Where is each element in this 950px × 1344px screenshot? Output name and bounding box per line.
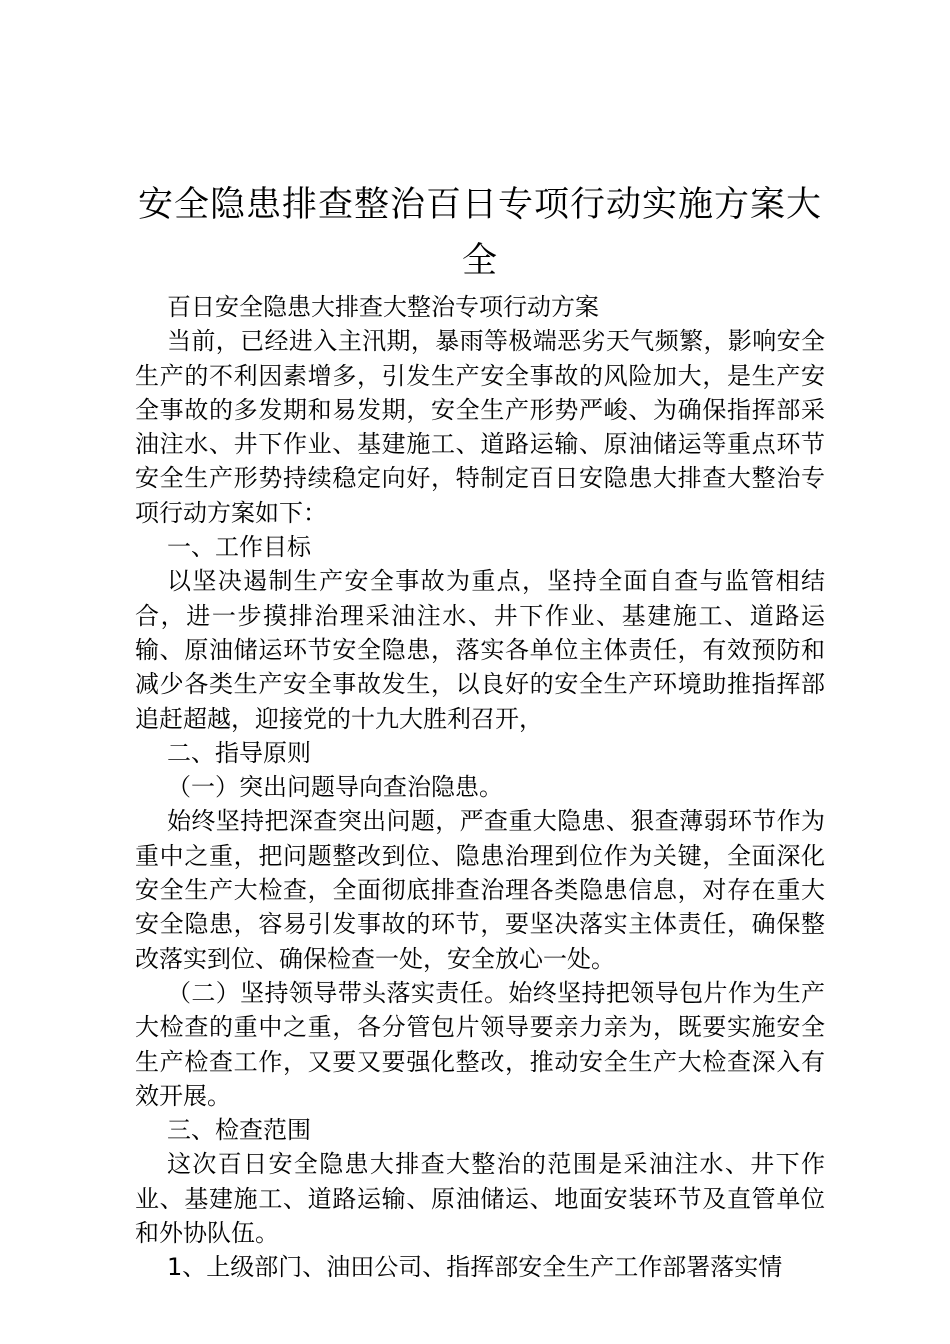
scope-paragraph: 这次百日安全隐患大排查大整治的范围是采油注水、井下作业、基建施工、道路运输、原油储运、地面安装环节及直管单位和外协队伍。 — [135, 1150, 825, 1248]
section-heading-principles: 二、指导原则 — [167, 738, 311, 767]
principle-1-paragraph: 始终坚持把深查突出问题，严查重大隐患、狠查薄弱环节作为重中之重，把问题整改到位、隐患治理到位作为关键，全面深化安全生产大检查，全面彻底排查治理各类隐患信息，对存在重大安全隐患，容易引发事故的环节，要坚决落实主体责任，确保整改落实到位、确保检查一处，安全放心一处。 — [135, 807, 825, 973]
subtitle-paragraph: 百日安全隐患大排查大整治专项行动方案 — [167, 293, 599, 321]
goals-paragraph: 以坚决遏制生产安全事故为重点，坚持全面自查与监管相结合，进一步摸排治理采油注水、井下作业、基建施工、道路运输、原油储运环节安全隐患，落实各单位主体责任，有效预防和减少各类生产安全事故发生，以良好的安全生产环境助推指挥部追赶超越，迎接党的十九大胜利召开， — [135, 567, 825, 733]
document-title: 安全隐患排查整治百日专项行动实施方案大全 — [137, 185, 822, 281]
principle-1-heading: （一）突出问题导向查治隐患。 — [167, 773, 503, 802]
document-body — [135, 290, 825, 1285]
section-heading-goals: 一、工作目标 — [167, 533, 311, 562]
section-heading-scope: 三、检查范围 — [167, 1116, 311, 1145]
scope-item-1: 1、上级部门、油田公司、指挥部安全生产工作部署落实情 — [167, 1253, 783, 1282]
principle-2-paragraph: （二）坚持领导带头落实责任。始终坚持把领导包片作为生产大检查的重中之重，各分管包片领导要亲力亲为，既要实施安全生产检查工作，又要又要强化整改，推动安全生产大检查深入有效开展。 — [135, 978, 825, 1110]
intro-paragraph: 当前，已经进入主汛期，暴雨等极端恶劣天气频繁，影响安全生产的不利因素增多，引发生产安全事故的风险加大，是生产安全事故的多发期和易发期，安全生产形势严峻、为确保指挥部采油注水、井下作业、基建施工、道路运输、原油储运等重点环节安全生产形势持续稳定向好，特制定百日安隐患大排查大整治专项行动方案如下： — [135, 327, 825, 527]
